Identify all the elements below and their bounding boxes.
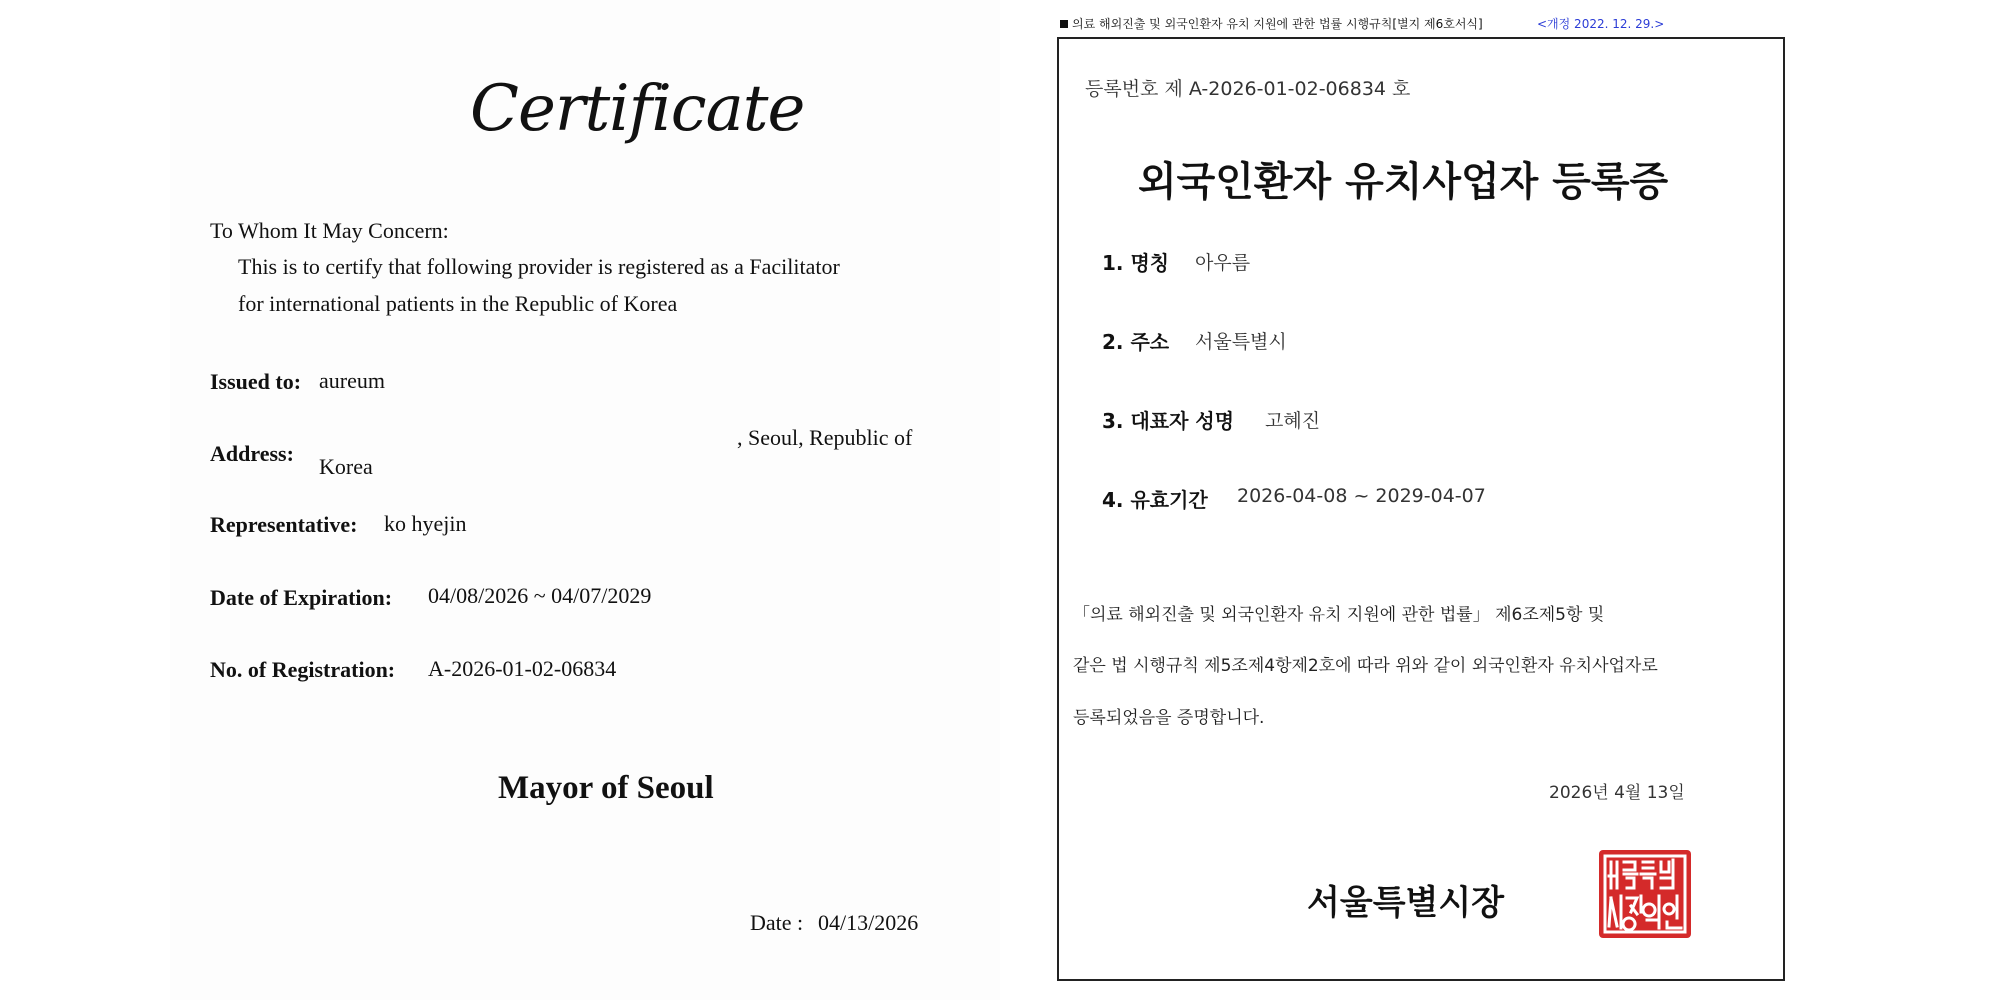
address-line-2: Korea [319,454,373,479]
address-label: Address: [210,441,294,466]
salutation: To Whom It May Concern: [210,218,449,243]
representative-label: Representative: [210,512,358,537]
korean-title: 외국인환자 유치사업자 등록증 [1138,159,1669,205]
representative-value: ko hyejin [384,511,467,536]
registration-value: A-2026-01-02-06834 [428,656,617,681]
legal-text-line-2: 같은 법 시행규칙 제5조제4항제2호에 따라 위와 같이 외국인환자 유치사업자로 [1073,656,1658,676]
square-bullet-icon [1060,20,1068,28]
korean-issue-date: 2026년 4월 13일 [1549,783,1685,803]
legal-text-line-3: 등록되었음을 증명합니다. [1073,708,1265,728]
item-name-label: 1. 명칭 [1102,251,1170,275]
revision-note: <개정 2022. 12. 29.> [1537,17,1665,31]
issuer-title: Mayor of Seoul [498,770,714,806]
registration-number: 등록번호 제 A-2026-01-02-06834 호 [1085,78,1411,100]
issued-to-label: Issued to: [210,369,302,394]
official-seal-icon [1597,848,1693,940]
issued-to-value: aureum [319,368,385,393]
certification-text-line-2: for international patients in the Republic of Korea [238,291,678,316]
date-value: 04/13/2026 [818,910,919,935]
legal-text-line-1: 「의료 해외진출 및 외국인환자 유치 지원에 관한 법률」 제6조제5항 및 [1073,605,1605,625]
form-header: 의료 해외진출 및 외국인환자 유치 지원에 관한 법률 시행규칙[별지 제6호서식] [1060,15,1483,32]
item-validity-label: 4. 유효기간 [1102,488,1208,512]
address-line-1: , Seoul, Republic of [737,425,913,450]
certification-text-line-1: This is to certify that following provider is registered as a Facilitator [238,254,840,279]
item-representative-label: 3. 대표자 성명 [1102,409,1235,433]
english-certificate [170,0,1000,1000]
date-label: Date : [750,910,804,935]
registration-label: No. of Registration: [210,657,396,682]
item-validity-value: 2026-04-08 ~ 2029-04-07 [1237,485,1486,507]
expiration-label: Date of Expiration: [210,585,393,610]
korean-issuer: 서울특별시장 [1307,883,1505,923]
expiration-value: 04/08/2026 ~ 04/07/2029 [428,583,652,608]
item-representative-value: 고혜진 [1265,410,1321,432]
certificate-title: Certificate [470,72,805,146]
item-address-value: 서울특별시 [1195,331,1287,353]
item-address-label: 2. 주소 [1102,330,1170,354]
item-name-value: 아우름 [1195,252,1251,274]
